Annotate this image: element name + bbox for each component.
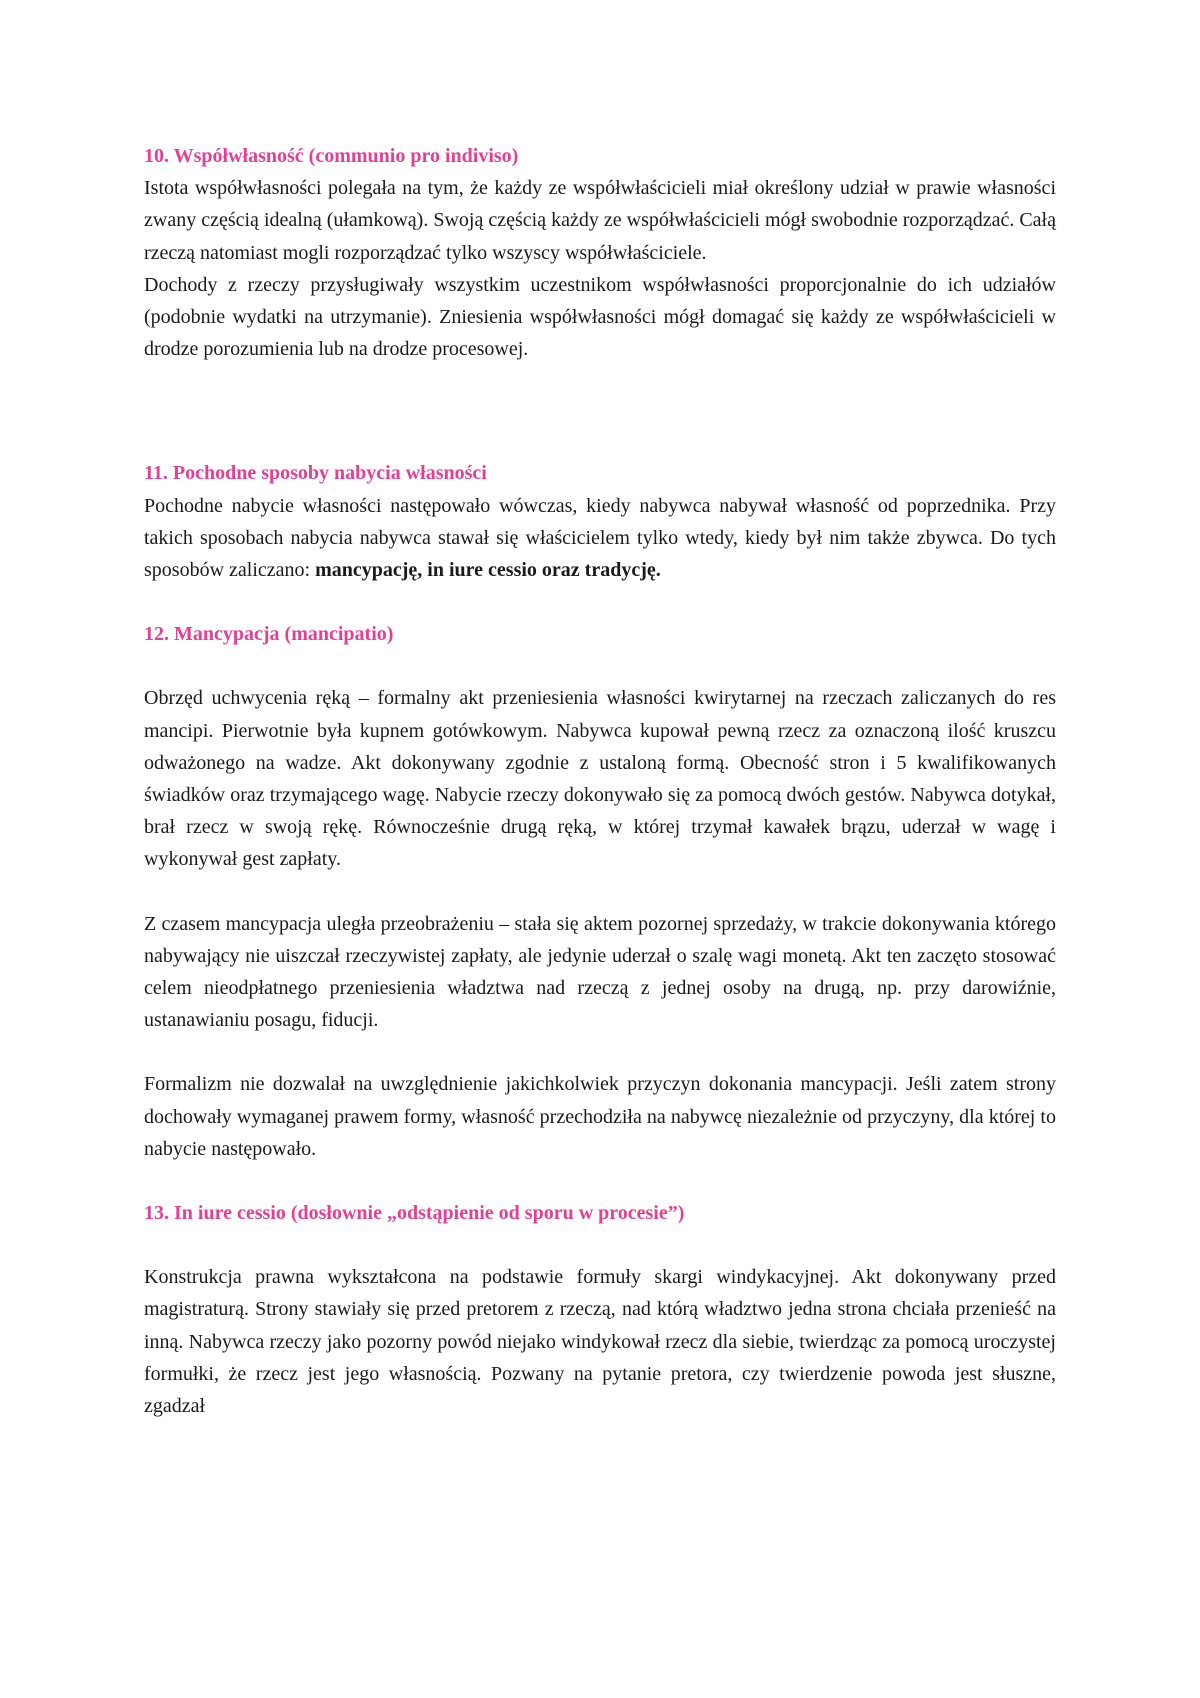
- spacer: [144, 365, 1056, 457]
- spacer: [144, 586, 1056, 618]
- paragraph-12-2: Z czasem mancypacja uległa przeobrażeniu – stała się aktem pozornej sprzedaży, w trakcie dokonywania którego nabywający nie uiszczał rzeczywistej zapłaty, ale jedynie uderzał o szalę wagi monetą. Akt ten zaczęto stosować celem nieodpłatnego przeniesienia władztwa nad rzeczą z jednej osoby na drugą, np. przy darowiźnie, ustanawianiu posagu, fiducji.: [144, 912, 1056, 1032]
- spacer: [144, 650, 1056, 682]
- spacer: [144, 1165, 1056, 1197]
- section-heading-13: 13. In iure cessio (dosłownie „odstąpienie od sporu w procesie”): [144, 1202, 685, 1225]
- section-heading-12: 12. Mancypacja (mancipatio): [144, 623, 394, 646]
- paragraph-12-1: Obrzęd uchwycenia ręką – formalny akt przeniesienia własności kwirytarnej na rzeczach zaliczanych do res mancipi. Pierwotnie była kupnem gotówkowym. Nabywca kupował pewną rzecz za oznaczoną ilość kruszcu odważonego na wadze. Akt dokonywany zgodnie z ustaloną formą. Obecność stron i 5 kwalifikowanych świadków oraz trzymającego wagę. Nabycie rzeczy dokonywało się za pomocą dwóch gestów. Nabywca dotykał, brał rzecz w swoją rękę. Równocześnie drugą ręką, w której trzymał kawałek brązu, uderzał w wagę i wykonywał gest zapłaty.: [144, 687, 1056, 871]
- section-heading-11: 11. Pochodne sposoby nabycia własności: [144, 462, 487, 485]
- spacer: [144, 876, 1056, 908]
- spacer: [144, 1036, 1056, 1068]
- paragraph-13-1: Konstrukcja prawna wykształcona na podstawie formuły skargi windykacyjnej. Akt dokonywany przed magistraturą. Strony stawiały się przed pretorem z rzeczą, nad którą władztwo jedna strona chciała przenieść na inną. Nabywca rzeczy jako pozorny powód niejako windykował rzecz dla siebie, twierdząc za pomocą uroczystej formułki, że rzecz jest jego własnością. Pozwany na pytanie pretora, czy twierdzenie powoda jest słuszne, zgadzał: [144, 1266, 1056, 1418]
- document-page: [144, 140, 1056, 1422]
- paragraph-11-bold-terms: mancypację, in iure cessio oraz tradycję.: [315, 559, 661, 582]
- spacer: [144, 1229, 1056, 1261]
- paragraph-11-text: Pochodne nabycie własności następowało wówczas, kiedy nabywca nabywał własność od poprzednika. Przy takich sposobach nabycia nabywca stawał się właścicielem tylko wtedy, kiedy był nim także zbywca. Do tych sposobów zaliczano:: [144, 494, 1056, 582]
- paragraph-10-2: Dochody z rzeczy przysługiwały wszystkim uczestnikom współwłasności proporcjonalnie do ich udziałów (podobnie wydatki na utrzymanie). Zniesienia współwłasności mógł domagać się każdy ze współwłaścicieli w drodze porozumienia lub na drodze procesowej.: [144, 273, 1056, 361]
- paragraph-12-3: Formalizm nie dozwalał na uwzględnienie jakichkolwiek przyczyn dokonania mancypacji. Jeśli zatem strony dochowały wymaganej prawem formy, własność przechodziła na nabywcę niezależnie od przyczyny, dla której to nabycie następowało.: [144, 1073, 1056, 1160]
- paragraph-10-1: Istota współwłasności polegała na tym, że każdy ze współwłaścicieli miał określony udział w prawie własności zwany częścią idealną (ułamkową). Swoją częścią każdy ze współwłaścicieli mógł swobodnie rozporządzać. Całą rzeczą natomiast mogli rozporządzać tylko wszyscy współwłaściciele.: [144, 177, 1056, 264]
- paragraph-11-1: [144, 490, 1056, 587]
- section-heading-10: 10. Współwłasność (communio pro indiviso): [144, 145, 519, 167]
